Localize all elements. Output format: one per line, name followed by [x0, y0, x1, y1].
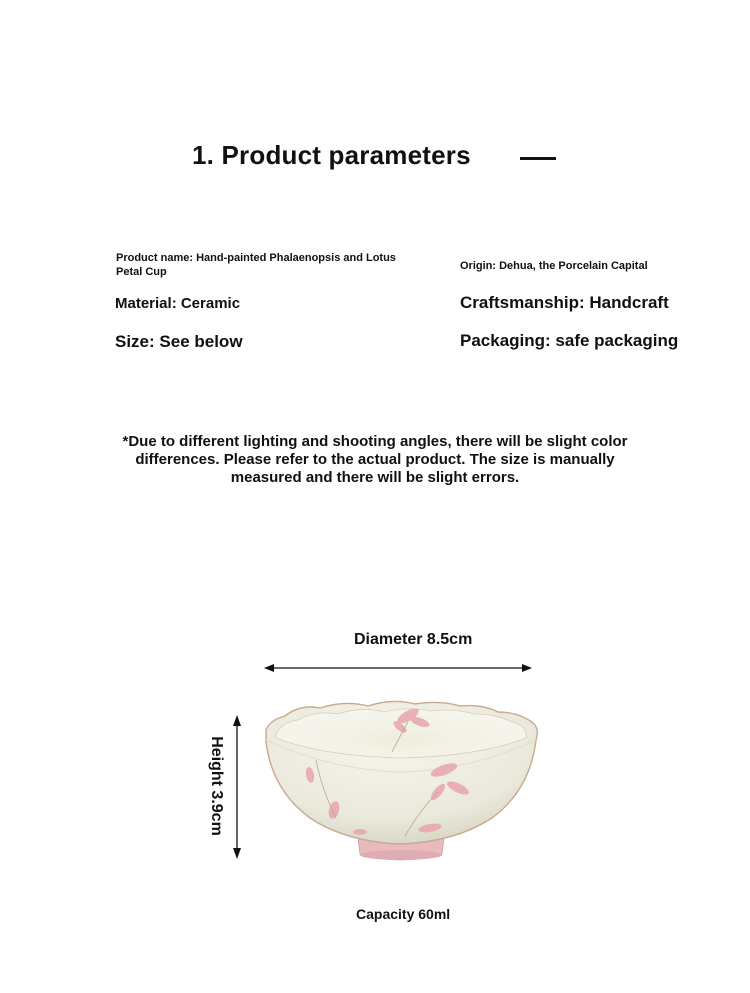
param-craftsmanship: Craftsmanship: Handcraft	[460, 293, 669, 312]
param-material: Material: Ceramic	[115, 295, 241, 312]
capacity-label: Capacity 60ml	[356, 906, 451, 922]
disclaimer-note: *Due to different lighting and shooting angles, there will be slight color differences. Please refer to the actual product. The size is manually measured and there will be slight errors.	[122, 433, 628, 486]
param-size: Size: See below	[115, 332, 243, 351]
section-title: 1. Product parameters	[192, 140, 471, 170]
param-origin: Origin: Dehua, the Porcelain Capital	[460, 260, 648, 272]
param-product-name: Product name: Hand-painted Phalaenopsis and Lotus Petal Cup	[116, 252, 396, 278]
height-arrow	[233, 715, 241, 859]
diameter-arrow	[264, 664, 532, 672]
height-label: Height 3.9cm	[208, 736, 225, 836]
param-packaging: Packaging: safe packaging	[460, 331, 679, 350]
diameter-label: Diameter 8.5cm	[354, 631, 473, 648]
